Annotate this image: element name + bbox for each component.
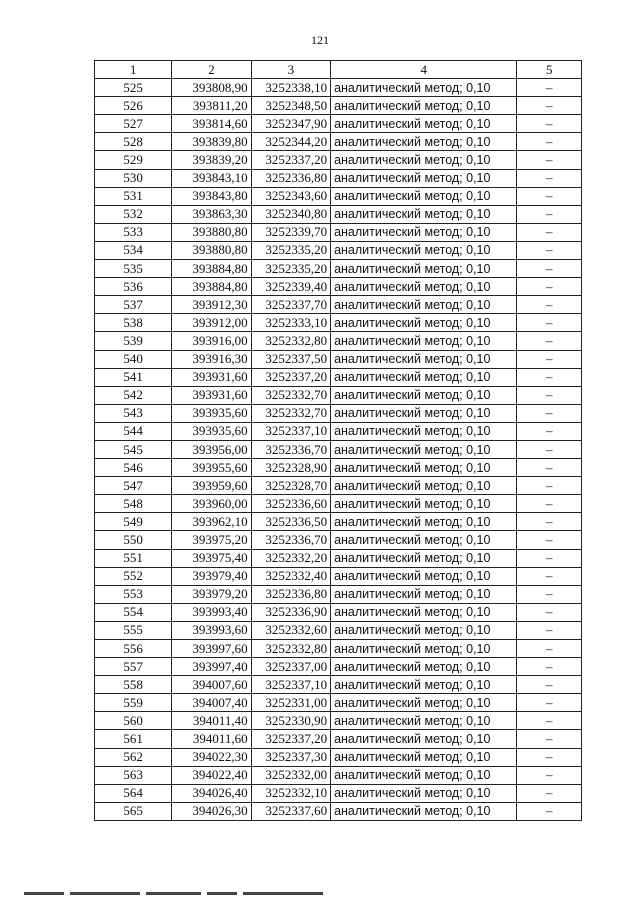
description-cell: – xyxy=(517,169,582,187)
table-row xyxy=(95,513,582,531)
point-number-cell: 532 xyxy=(95,205,172,223)
x-coordinate-cell: 393997,60 xyxy=(172,640,251,658)
method-cell: аналитический метод; 0,10 xyxy=(331,368,517,386)
x-coordinate-cell: 393962,10 xyxy=(172,513,251,531)
description-cell: – xyxy=(517,223,582,241)
description-cell: – xyxy=(517,766,582,784)
method-cell: аналитический метод; 0,10 xyxy=(331,712,517,730)
coordinates-table xyxy=(94,60,582,821)
x-coordinate-cell: 394007,60 xyxy=(172,676,251,694)
x-coordinate-cell: 393955,60 xyxy=(172,459,251,477)
method-cell: аналитический метод; 0,10 xyxy=(331,133,517,151)
method-cell: аналитический метод; 0,10 xyxy=(331,205,517,223)
y-coordinate-cell: 3252335,20 xyxy=(251,260,330,278)
method-cell: аналитический метод; 0,10 xyxy=(331,603,517,621)
y-coordinate-cell: 3252336,80 xyxy=(251,585,330,603)
point-number-cell: 563 xyxy=(95,766,172,784)
description-cell: – xyxy=(517,115,582,133)
table-row xyxy=(95,658,582,676)
point-number-cell: 551 xyxy=(95,549,172,567)
y-coordinate-cell: 3252332,80 xyxy=(251,640,330,658)
table-row xyxy=(95,332,582,350)
point-number-cell: 564 xyxy=(95,784,172,802)
x-coordinate-cell: 394011,40 xyxy=(172,712,251,730)
method-cell: аналитический метод; 0,10 xyxy=(331,621,517,639)
point-number-cell: 537 xyxy=(95,296,172,314)
table-row xyxy=(95,151,582,169)
y-coordinate-cell: 3252338,10 xyxy=(251,79,330,97)
y-coordinate-cell: 3252343,60 xyxy=(251,187,330,205)
y-coordinate-cell: 3252337,20 xyxy=(251,730,330,748)
table-row xyxy=(95,440,582,458)
description-cell: – xyxy=(517,278,582,296)
point-number-cell: 557 xyxy=(95,658,172,676)
description-cell: – xyxy=(517,187,582,205)
method-cell: аналитический метод; 0,10 xyxy=(331,531,517,549)
x-coordinate-cell: 393884,80 xyxy=(172,260,251,278)
x-coordinate-cell: 393956,00 xyxy=(172,440,251,458)
y-coordinate-cell: 3252332,00 xyxy=(251,766,330,784)
table-row xyxy=(95,241,582,259)
method-cell: аналитический метод; 0,10 xyxy=(331,187,517,205)
point-number-cell: 540 xyxy=(95,350,172,368)
table-row xyxy=(95,531,582,549)
method-cell: аналитический метод; 0,10 xyxy=(331,422,517,440)
table-row xyxy=(95,477,582,495)
description-cell: – xyxy=(517,350,582,368)
header-row xyxy=(95,61,582,79)
table-row xyxy=(95,314,582,332)
description-cell: – xyxy=(517,260,582,278)
x-coordinate-cell: 393979,20 xyxy=(172,585,251,603)
description-cell: – xyxy=(517,79,582,97)
point-number-cell: 527 xyxy=(95,115,172,133)
x-coordinate-cell: 393808,90 xyxy=(172,79,251,97)
method-cell: аналитический метод; 0,10 xyxy=(331,459,517,477)
table-row xyxy=(95,350,582,368)
y-coordinate-cell: 3252348,50 xyxy=(251,97,330,115)
x-coordinate-cell: 393839,80 xyxy=(172,133,251,151)
table-row xyxy=(95,621,582,639)
table-body xyxy=(95,79,582,821)
table-row xyxy=(95,802,582,820)
table-row xyxy=(95,278,582,296)
y-coordinate-cell: 3252332,60 xyxy=(251,621,330,639)
point-number-cell: 553 xyxy=(95,585,172,603)
description-cell: – xyxy=(517,477,582,495)
x-coordinate-cell: 393993,60 xyxy=(172,621,251,639)
point-number-cell: 541 xyxy=(95,368,172,386)
description-cell: – xyxy=(517,495,582,513)
x-coordinate-cell: 393916,30 xyxy=(172,350,251,368)
point-number-cell: 539 xyxy=(95,332,172,350)
description-cell: – xyxy=(517,513,582,531)
method-cell: аналитический метод; 0,10 xyxy=(331,802,517,820)
description-cell: – xyxy=(517,567,582,585)
method-cell: аналитический метод; 0,10 xyxy=(331,241,517,259)
description-cell: – xyxy=(517,585,582,603)
y-coordinate-cell: 3252337,60 xyxy=(251,802,330,820)
y-coordinate-cell: 3252337,50 xyxy=(251,350,330,368)
x-coordinate-cell: 394011,60 xyxy=(172,730,251,748)
method-cell: аналитический метод; 0,10 xyxy=(331,278,517,296)
y-coordinate-cell: 3252336,50 xyxy=(251,513,330,531)
description-cell: – xyxy=(517,802,582,820)
table-row xyxy=(95,712,582,730)
point-number-cell: 547 xyxy=(95,477,172,495)
table-row xyxy=(95,422,582,440)
y-coordinate-cell: 3252336,90 xyxy=(251,603,330,621)
x-coordinate-cell: 393935,60 xyxy=(172,422,251,440)
y-coordinate-cell: 3252328,70 xyxy=(251,477,330,495)
table-row xyxy=(95,459,582,477)
y-coordinate-cell: 3252332,40 xyxy=(251,567,330,585)
point-number-cell: 533 xyxy=(95,223,172,241)
column-header-point-number: 1 xyxy=(95,61,172,79)
description-cell: – xyxy=(517,640,582,658)
point-number-cell: 535 xyxy=(95,260,172,278)
point-number-cell: 545 xyxy=(95,440,172,458)
x-coordinate-cell: 393975,40 xyxy=(172,549,251,567)
method-cell: аналитический метод; 0,10 xyxy=(331,260,517,278)
point-number-cell: 549 xyxy=(95,513,172,531)
column-header-x-coordinate: 2 xyxy=(172,61,251,79)
y-coordinate-cell: 3252339,70 xyxy=(251,223,330,241)
table-row xyxy=(95,585,582,603)
description-cell: – xyxy=(517,97,582,115)
method-cell: аналитический метод; 0,10 xyxy=(331,748,517,766)
x-coordinate-cell: 393993,40 xyxy=(172,603,251,621)
table-row xyxy=(95,784,582,802)
point-number-cell: 538 xyxy=(95,314,172,332)
method-cell: аналитический метод; 0,10 xyxy=(331,766,517,784)
y-coordinate-cell: 3252337,30 xyxy=(251,748,330,766)
y-coordinate-cell: 3252336,60 xyxy=(251,495,330,513)
x-coordinate-cell: 393916,00 xyxy=(172,332,251,350)
table-row xyxy=(95,260,582,278)
description-cell: – xyxy=(517,440,582,458)
point-number-cell: 565 xyxy=(95,802,172,820)
y-coordinate-cell: 3252330,90 xyxy=(251,712,330,730)
x-coordinate-cell: 394022,40 xyxy=(172,766,251,784)
table-row xyxy=(95,187,582,205)
method-cell: аналитический метод; 0,10 xyxy=(331,658,517,676)
x-coordinate-cell: 393959,60 xyxy=(172,477,251,495)
x-coordinate-cell: 393863,30 xyxy=(172,205,251,223)
table-row xyxy=(95,640,582,658)
table-row xyxy=(95,169,582,187)
y-coordinate-cell: 3252337,10 xyxy=(251,422,330,440)
point-number-cell: 552 xyxy=(95,567,172,585)
y-coordinate-cell: 3252332,70 xyxy=(251,404,330,422)
description-cell: – xyxy=(517,621,582,639)
y-coordinate-cell: 3252339,40 xyxy=(251,278,330,296)
column-header-y-coordinate: 3 xyxy=(251,61,330,79)
y-coordinate-cell: 3252344,20 xyxy=(251,133,330,151)
x-coordinate-cell: 394007,40 xyxy=(172,694,251,712)
method-cell: аналитический метод; 0,10 xyxy=(331,404,517,422)
point-number-cell: 534 xyxy=(95,241,172,259)
y-coordinate-cell: 3252337,10 xyxy=(251,676,330,694)
method-cell: аналитический метод; 0,10 xyxy=(331,513,517,531)
x-coordinate-cell: 393997,40 xyxy=(172,658,251,676)
y-coordinate-cell: 3252335,20 xyxy=(251,241,330,259)
table-row xyxy=(95,115,582,133)
point-number-cell: 548 xyxy=(95,495,172,513)
y-coordinate-cell: 3252332,70 xyxy=(251,386,330,404)
method-cell: аналитический метод; 0,10 xyxy=(331,350,517,368)
description-cell: – xyxy=(517,368,582,386)
page-number: 121 xyxy=(311,33,329,47)
method-cell: аналитический метод; 0,10 xyxy=(331,97,517,115)
table-row xyxy=(95,730,582,748)
y-coordinate-cell: 3252328,90 xyxy=(251,459,330,477)
x-coordinate-cell: 393880,80 xyxy=(172,223,251,241)
point-number-cell: 531 xyxy=(95,187,172,205)
method-cell: аналитический метод; 0,10 xyxy=(331,223,517,241)
point-number-cell: 542 xyxy=(95,386,172,404)
point-number-cell: 525 xyxy=(95,79,172,97)
table-row xyxy=(95,694,582,712)
point-number-cell: 550 xyxy=(95,531,172,549)
x-coordinate-cell: 393931,60 xyxy=(172,368,251,386)
description-cell: – xyxy=(517,151,582,169)
x-coordinate-cell: 393912,30 xyxy=(172,296,251,314)
x-coordinate-cell: 393843,80 xyxy=(172,187,251,205)
y-coordinate-cell: 3252337,20 xyxy=(251,368,330,386)
table-row xyxy=(95,97,582,115)
x-coordinate-cell: 394026,30 xyxy=(172,802,251,820)
x-coordinate-cell: 393912,00 xyxy=(172,314,251,332)
description-cell: – xyxy=(517,712,582,730)
method-cell: аналитический метод; 0,10 xyxy=(331,386,517,404)
method-cell: аналитический метод; 0,10 xyxy=(331,549,517,567)
x-coordinate-cell: 394026,40 xyxy=(172,784,251,802)
x-coordinate-cell: 394022,30 xyxy=(172,748,251,766)
x-coordinate-cell: 393931,60 xyxy=(172,386,251,404)
x-coordinate-cell: 393979,40 xyxy=(172,567,251,585)
column-header-method: 4 xyxy=(331,61,517,79)
description-cell: – xyxy=(517,422,582,440)
description-cell: – xyxy=(517,730,582,748)
table-row xyxy=(95,676,582,694)
y-coordinate-cell: 3252332,10 xyxy=(251,784,330,802)
x-coordinate-cell: 393935,60 xyxy=(172,404,251,422)
x-coordinate-cell: 393880,80 xyxy=(172,241,251,259)
x-coordinate-cell: 393960,00 xyxy=(172,495,251,513)
description-cell: – xyxy=(517,241,582,259)
table-row xyxy=(95,205,582,223)
y-coordinate-cell: 3252332,20 xyxy=(251,549,330,567)
point-number-cell: 560 xyxy=(95,712,172,730)
description-cell: – xyxy=(517,531,582,549)
point-number-cell: 561 xyxy=(95,730,172,748)
table-row xyxy=(95,495,582,513)
point-number-cell: 559 xyxy=(95,694,172,712)
method-cell: аналитический метод; 0,10 xyxy=(331,495,517,513)
table-row xyxy=(95,766,582,784)
table-row xyxy=(95,603,582,621)
y-coordinate-cell: 3252333,10 xyxy=(251,314,330,332)
cropped-footer-line xyxy=(24,892,624,898)
point-number-cell: 562 xyxy=(95,748,172,766)
table-row xyxy=(95,368,582,386)
description-cell: – xyxy=(517,404,582,422)
y-coordinate-cell: 3252337,20 xyxy=(251,151,330,169)
y-coordinate-cell: 3252337,00 xyxy=(251,658,330,676)
y-coordinate-cell: 3252340,80 xyxy=(251,205,330,223)
y-coordinate-cell: 3252332,80 xyxy=(251,332,330,350)
point-number-cell: 529 xyxy=(95,151,172,169)
point-number-cell: 556 xyxy=(95,640,172,658)
description-cell: – xyxy=(517,332,582,350)
table-row xyxy=(95,79,582,97)
description-cell: – xyxy=(517,549,582,567)
method-cell: аналитический метод; 0,10 xyxy=(331,296,517,314)
point-number-cell: 554 xyxy=(95,603,172,621)
y-coordinate-cell: 3252336,70 xyxy=(251,440,330,458)
description-cell: – xyxy=(517,603,582,621)
method-cell: аналитический метод; 0,10 xyxy=(331,477,517,495)
point-number-cell: 544 xyxy=(95,422,172,440)
table-row xyxy=(95,567,582,585)
method-cell: аналитический метод; 0,10 xyxy=(331,694,517,712)
y-coordinate-cell: 3252331,00 xyxy=(251,694,330,712)
table-row xyxy=(95,133,582,151)
x-coordinate-cell: 393884,80 xyxy=(172,278,251,296)
point-number-cell: 528 xyxy=(95,133,172,151)
method-cell: аналитический метод; 0,10 xyxy=(331,567,517,585)
description-cell: – xyxy=(517,694,582,712)
x-coordinate-cell: 393839,20 xyxy=(172,151,251,169)
table-row xyxy=(95,296,582,314)
description-cell: – xyxy=(517,658,582,676)
table-row xyxy=(95,223,582,241)
y-coordinate-cell: 3252337,70 xyxy=(251,296,330,314)
method-cell: аналитический метод; 0,10 xyxy=(331,115,517,133)
description-cell: – xyxy=(517,296,582,314)
point-number-cell: 530 xyxy=(95,169,172,187)
y-coordinate-cell: 3252336,80 xyxy=(251,169,330,187)
point-number-cell: 558 xyxy=(95,676,172,694)
point-number-cell: 536 xyxy=(95,278,172,296)
table-row xyxy=(95,549,582,567)
method-cell: аналитический метод; 0,10 xyxy=(331,440,517,458)
method-cell: аналитический метод; 0,10 xyxy=(331,79,517,97)
description-cell: – xyxy=(517,205,582,223)
method-cell: аналитический метод; 0,10 xyxy=(331,784,517,802)
method-cell: аналитический метод; 0,10 xyxy=(331,676,517,694)
method-cell: аналитический метод; 0,10 xyxy=(331,585,517,603)
method-cell: аналитический метод; 0,10 xyxy=(331,332,517,350)
x-coordinate-cell: 393814,60 xyxy=(172,115,251,133)
column-header-description: 5 xyxy=(517,61,582,79)
method-cell: аналитический метод; 0,10 xyxy=(331,314,517,332)
point-number-cell: 543 xyxy=(95,404,172,422)
description-cell: – xyxy=(517,133,582,151)
point-number-cell: 555 xyxy=(95,621,172,639)
point-number-cell: 526 xyxy=(95,97,172,115)
method-cell: аналитический метод; 0,10 xyxy=(331,169,517,187)
x-coordinate-cell: 393811,20 xyxy=(172,97,251,115)
y-coordinate-cell: 3252336,70 xyxy=(251,531,330,549)
description-cell: – xyxy=(517,386,582,404)
description-cell: – xyxy=(517,748,582,766)
description-cell: – xyxy=(517,459,582,477)
table-header xyxy=(95,61,582,79)
method-cell: аналитический метод; 0,10 xyxy=(331,151,517,169)
description-cell: – xyxy=(517,314,582,332)
table-row xyxy=(95,386,582,404)
description-cell: – xyxy=(517,784,582,802)
table-row xyxy=(95,748,582,766)
x-coordinate-cell: 393843,10 xyxy=(172,169,251,187)
table-row xyxy=(95,404,582,422)
y-coordinate-cell: 3252347,90 xyxy=(251,115,330,133)
point-number-cell: 546 xyxy=(95,459,172,477)
method-cell: аналитический метод; 0,10 xyxy=(331,730,517,748)
x-coordinate-cell: 393975,20 xyxy=(172,531,251,549)
method-cell: аналитический метод; 0,10 xyxy=(331,640,517,658)
description-cell: – xyxy=(517,676,582,694)
